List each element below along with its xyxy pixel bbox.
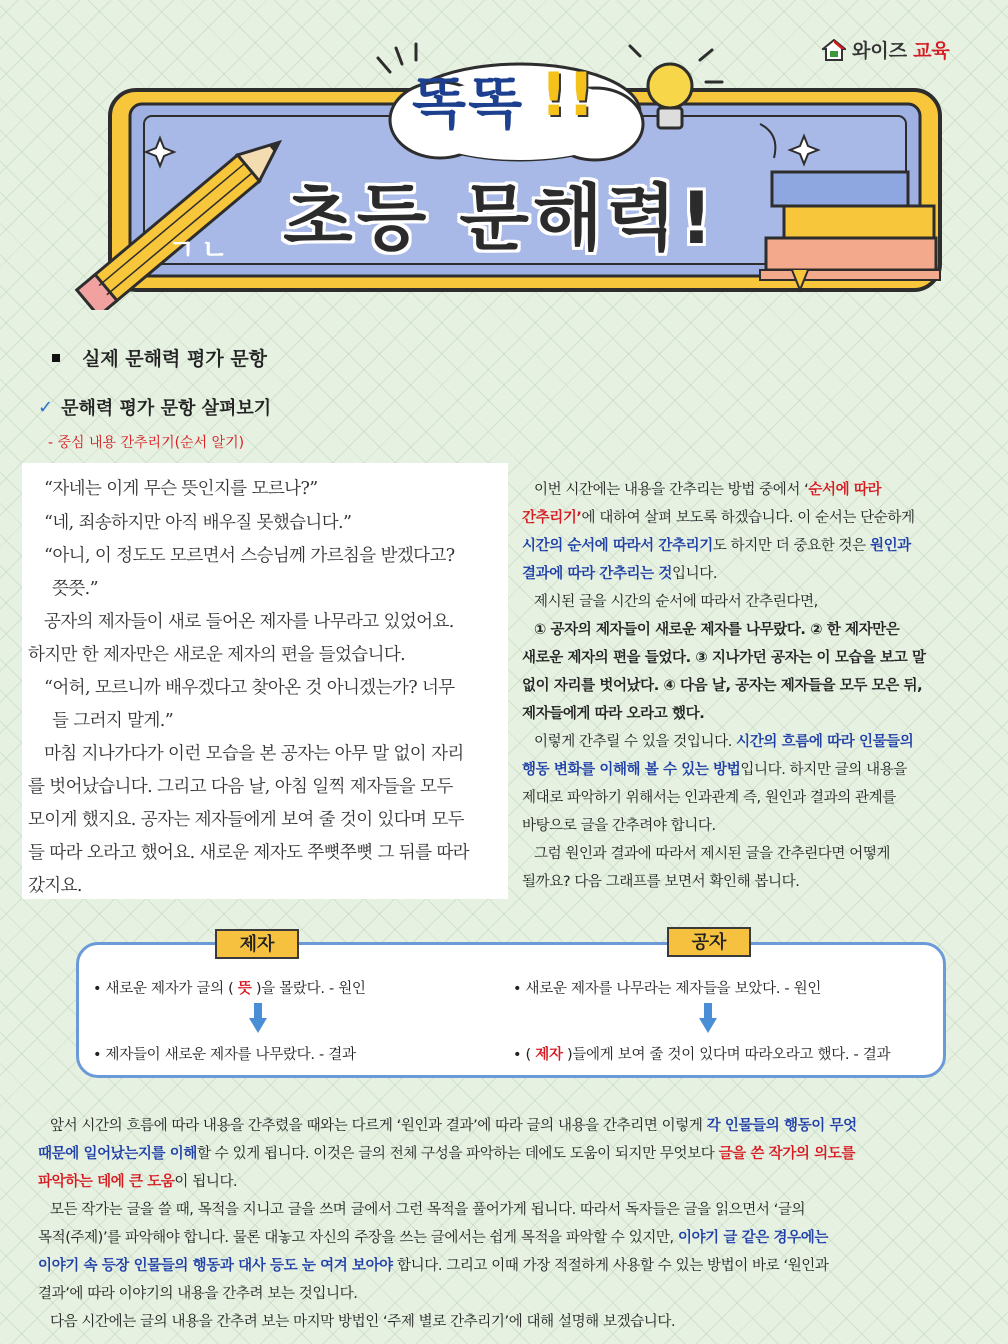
tag-disciple: 제자	[215, 929, 299, 959]
conclusion-line: 결과’에 따라 이야기의 내용을 간추려 보는 것입니다.	[38, 1286, 358, 1302]
sub-heading	[38, 394, 271, 420]
story-line: 쯧쯧.”	[52, 579, 98, 599]
explanation-line: 될까요? 다음 그래프를 보면서 확인해 봅니다.	[522, 874, 800, 890]
right-effect: • ( 제자 )들에게 보여 줄 것이 있다며 따라오라고 했다. - 결과	[513, 1047, 891, 1063]
story-line: 하지만 한 제자만은 새로운 제자의 편을 들었습니다.	[28, 645, 406, 665]
story-line: 를 벗어났습니다. 그리고 다음 날, 아침 일찍 제자들을 모두	[28, 777, 453, 797]
left-effect: • 제자들이 새로운 제자를 나무랐다. - 결과	[93, 1047, 356, 1063]
explanation-line: 간추리기’에 대하여 살펴 보도록 하겠습니다. 이 순서는 단순하게	[522, 510, 915, 526]
conclusion-line: 목적(주제)’를 파악해야 합니다. 물론 대놓고 자신의 주장을 쓰는 글에서는 쉽게 목적을 파악할 수 있지만, 이야기 글 같은 경우에는	[38, 1230, 828, 1246]
explanation-line: ① 공자의 제자들이 새로운 제자를 나무랐다. ② 한 제자만은	[534, 622, 900, 638]
story-line: 들 따라 오라고 했어요. 새로운 제자도 쭈뼛쭈뼛 그 뒤를 따라	[28, 843, 469, 863]
section-heading	[52, 344, 267, 371]
explanation-line: 시간의 순서에 따라서 간추리기도 하지만 더 중요한 것은 원인과	[522, 538, 911, 554]
story-line: 갔지요.	[28, 876, 82, 896]
explanation-line: 행동 변화를 이해해 볼 수 있는 방법입니다. 하지만 글의 내용을	[522, 762, 907, 778]
story-line: “어허, 모르니까 배우겠다고 찾아온 것 아니겠는가? 너무	[44, 678, 455, 698]
story-line: 공자의 제자들이 새로 들어온 제자를 나무라고 있었어요.	[44, 612, 454, 632]
brand-suffix: 교육	[913, 40, 950, 62]
explanation-line: 결과에 따라 간추리는 것입니다.	[522, 566, 718, 582]
conclusion-line: 파악하는 데에 큰 도움이 됩니다.	[38, 1174, 238, 1190]
bullet-square-icon	[52, 354, 60, 362]
conclusion-line: 다음 시간에는 글의 내용을 간추려 보는 마지막 방법인 ‘주제 별로 간추리기’에 대해 설명해 보겠습니다.	[50, 1314, 676, 1330]
topic-label: - 중심 내용 간추리기(순서 알기)	[48, 435, 245, 451]
explanation-line: 없이 자리를 벗어났다. ④ 다음 날, 공자는 제자들을 모두 모은 뒤,	[522, 678, 923, 694]
banner-mini-text: ㄱㄴ	[168, 233, 235, 266]
story-line: 모이게 했지요. 공자는 제자들에게 보여 줄 것이 있다며 모두	[28, 810, 464, 830]
explanation-line: 그럼 원인과 결과에 따라서 제시된 글을 간추린다면 어떻게	[534, 846, 891, 862]
arrow-down-icon	[699, 1003, 717, 1033]
checkmark-icon: ✓	[38, 396, 54, 418]
section-heading-text: 실제 문해력 평가 문항	[82, 348, 268, 370]
story-line: “자네는 이게 무슨 뜻인지를 모르나?”	[44, 479, 318, 499]
explanation-line: 이렇게 간추릴 수 있을 것입니다. 시간의 흐름에 따라 인물들의	[534, 734, 914, 750]
arrow-down-icon	[249, 1003, 267, 1033]
left-cause: • 새로운 제자가 글의 ( 뜻 )을 몰랐다. - 원인	[93, 981, 366, 997]
banner-bang-text: !!	[540, 60, 595, 130]
conclusion-line: 때문에 일어났는지를 이해할 수 있게 됩니다. 이것은 글의 전체 구성을 파악하는 데에도 도움이 되지만 무엇보다 글을 쓴 작가의 의도를	[38, 1146, 855, 1162]
cause-effect-diagram	[76, 932, 946, 1078]
story-line: 들 그러지 말게.”	[52, 711, 174, 731]
story-passage	[22, 463, 508, 899]
story-line: 마침 지나가다가 이런 모습을 본 공자는 아무 말 없이 자리	[44, 744, 464, 764]
explanation-line: 제자들에게 따라 오라고 했다.	[522, 706, 705, 722]
brand-name: 와이즈	[852, 40, 908, 62]
right-cause: • 새로운 제자를 나무라는 제자들을 보았다. - 원인	[513, 981, 822, 997]
sub-heading-text: 문해력 평가 문항 살펴보기	[61, 398, 272, 419]
conclusion-line: 모든 작가는 글을 쓸 때, 목적을 지니고 글을 쓰며 글에서 그런 목적을 풀어가게 됩니다. 따라서 독자들은 글을 읽으면서 ‘글의	[50, 1202, 806, 1218]
conclusion-line: 앞서 시간의 흐름에 따라 내용을 간추렸을 때와는 다르게 ‘원인과 결과’에 따라 글의 내용을 간추리면 이렇게 각 인물들의 행동이 무엇	[50, 1118, 857, 1134]
story-line: “네, 죄송하지만 아직 배우질 못했습니다.”	[44, 513, 352, 533]
explanation-line: 제시된 글을 시간의 순서에 따라서 간추린다면,	[534, 594, 818, 610]
banner-burst-text: 똑똑	[412, 72, 525, 137]
conclusion-line: 이야기 속 등장 인물들의 행동과 대사 등도 눈 여겨 보아야 합니다. 그리고 이때 가장 적절하게 사용할 수 있는 방법이 바로 ‘원인과	[38, 1258, 829, 1274]
explanation-line: 새로운 제자의 편을 들었다. ③ 지나가던 공자는 이 모습을 보고 말	[522, 650, 926, 666]
explanation-line: 제대로 파악하기 위해서는 인과관계 즉, 원인과 결과의 관계를	[522, 790, 896, 806]
tag-confucius: 공자	[667, 927, 751, 957]
explanation-line: 바탕으로 글을 간추려야 합니다.	[522, 818, 716, 834]
explanation-line: 이번 시간에는 내용을 간추리는 방법 중에서 ‘순서에 따라	[534, 482, 882, 498]
story-line: “아니, 이 정도도 모르면서 스승님께 가르침을 받겠다고?	[44, 546, 455, 566]
banner-title: 초등 문해력!	[283, 176, 717, 260]
